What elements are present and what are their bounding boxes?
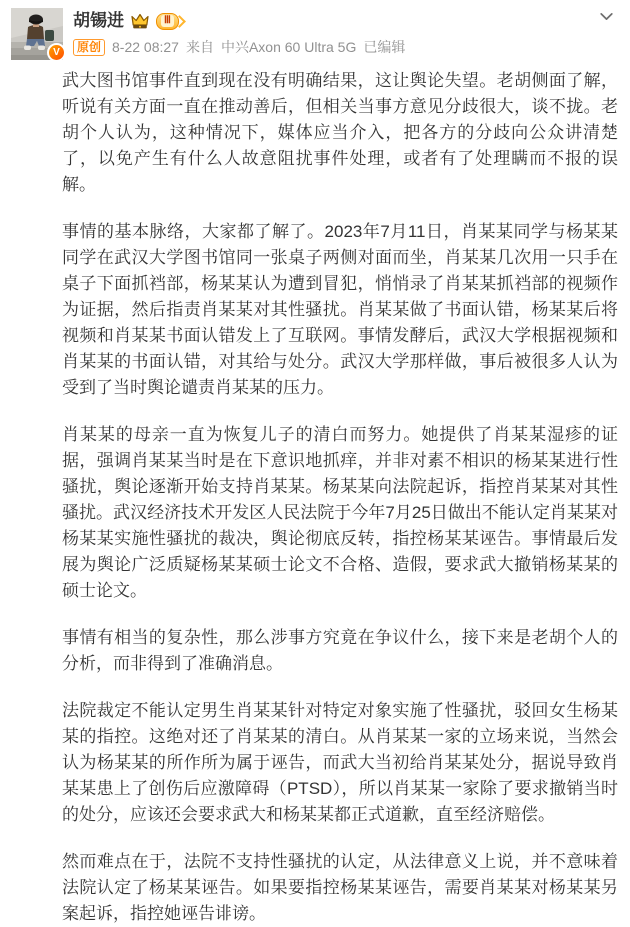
username[interactable]: 胡锡进: [73, 11, 124, 30]
chevron-down-icon[interactable]: [598, 8, 615, 25]
vip-crown-icon: [130, 13, 150, 30]
vip-level-label: Ⅲ: [161, 15, 174, 27]
source-prefix-label: 来自: [185, 39, 214, 55]
avatar[interactable]: [11, 8, 63, 60]
name-row: [73, 10, 187, 32]
post-meta: [73, 38, 405, 56]
post-paragraph: 然而难点在于，法院不支持性骚扰的认定，从法律意义上说，并不意味着法院认定了杨某某诬告。如果要指控杨某某诬告，需要肖某某对杨某某另案起诉，指控她诬告诽谤。: [62, 852, 618, 923]
verified-v-badge-icon: V: [47, 43, 66, 62]
post-paragraph: 肖某某的母亲一直为恢复儿子的清白而努力。她提供了肖某某湿疹的证据，强调肖某某当时是在下意识地抓痒，并非对素不相识的杨某某进行性骚扰，舆论逐渐开始支持肖某某。杨某某向法院起诉，指控肖某某对其性骚扰。武汉经济技术开发区人民法院于今年7月25日做出不能认定肖某某对杨某某实施性骚扰的裁决，舆论彻底反转，指控杨某某诬告。事情最后发展为舆论广泛质疑杨某某硕士论文不合格、造假，要求武大撤销杨某某的硕士论文。: [62, 425, 618, 600]
post-paragraph: 法院裁定不能认定男生肖某某针对特定对象实施了性骚扰，驳回女生杨某某的指控。这绝对还了肖某某的清白。从肖某某一家的立场来说，当然会认为杨某某的所作所为属于诬告，而武大当初给肖某某处分，据说导致肖某某患上了创伤后应激障碍（PTSD），所以肖某某一家除了要求撤销当时的处分，应该还会要求武大和杨某某都正式道歉，直至经济赔偿。: [62, 701, 618, 824]
edited-label: 已编辑: [363, 39, 406, 55]
post-paragraph: 事情有相当的复杂性，那么涉事方究竟在争议什么，接下来是老胡个人的分析，而非得到了准确消息。: [62, 628, 618, 673]
post-body: [0, 62, 630, 927]
original-badge: 原创: [73, 39, 105, 56]
post-paragraph: 武大图书馆事件直到现在没有明确结果，这让舆论失望。老胡侧面了解，听说有关方面一直在推动善后，但相关当事方意见分歧很大，谈不拢。老胡个人认为，这种情况下，媒体应当介入，把各方的分歧向公众讲清楚了，以免产生有什么人故意阻扰事件处理，或者有了处理瞒而不报的误解。: [62, 71, 618, 194]
device-source-link[interactable]: 中兴Axon 60 Ultra 5G: [220, 39, 357, 55]
post-paragraph: 事情的基本脉络，大家都了解了。2023年7月11日，肖某某同学与杨某某同学在武汉大学图书馆同一张桌子两侧对面而坐，肖某某几次用一只手在桌子下面抓裆部，杨某某认为遭到冒犯，悄悄录了肖某某抓裆部的视频作为证据，然后指责肖某某对其性骚扰。肖某某做了书面认错，杨某某后将视频和肖某某书面认错发上了互联网。事情发酵后，武汉大学根据视频和肖某某的书面认错，对其给与处分。武汉大学那样做，事后被很多人认为受到了当时舆论谴责肖某某的压力。: [62, 222, 618, 397]
vip-level-badge[interactable]: [156, 13, 179, 30]
timestamp: 8-22 08:27: [112, 39, 179, 55]
post-header: [0, 0, 630, 62]
